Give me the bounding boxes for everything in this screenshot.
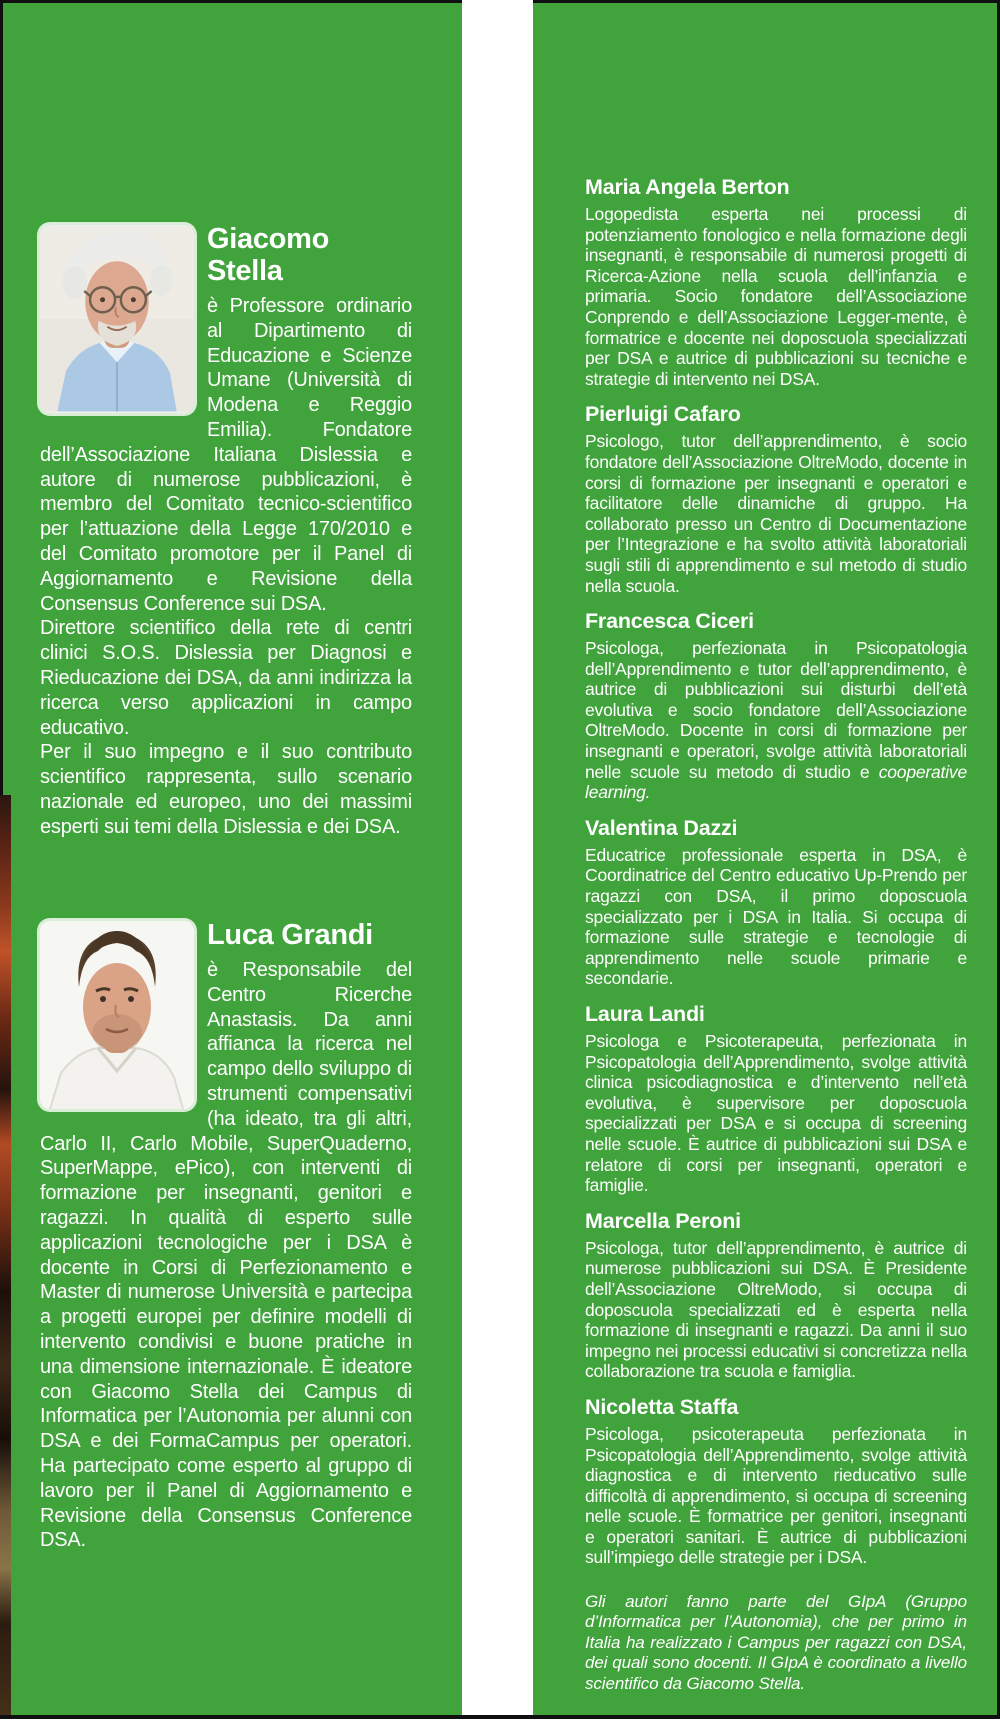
author-name: Maria Angela Berton [585,175,790,199]
right-panel-content [585,175,967,1711]
author-bio-italic-text: cooperative learning. [585,761,967,803]
author-bio-paragraph: Direttore scientifico della rete di centri clinici S.O.S. Dislessia per Diagnosi e Rieducazione dei DSA, da anni indirizza la ricerca verso applicazioni in campo educativo. [40,617,412,739]
author-bio: Psicologa, tutor dell’apprendimento, è autrice di numerose pubblicazioni sui DSA. È Presidente dell’Associazione OltreModo, si occupa di doposcuola specializzati ed è esperta nella formazione di insegnanti e ragazzi. Da anni il suo impegno nei processi educativi si concretizza nella collaborazione tra scuola e famiglia. [585,1237,967,1382]
author-name: Valentina Dazzi [585,815,738,840]
author-name: Nicoletta Staffa [585,1394,739,1419]
author-section-francesca-ciceri [585,609,967,803]
author-section-laura-landi [585,1002,967,1196]
author-section-luca-grandi [40,919,412,1553]
giacomo-stella-photo [40,225,194,413]
luca-grandi-portrait-illustration [40,921,194,1109]
author-bio-text: Psicologa, perfezionata in Psicopatologia dell’Apprendimento e tutor dell’apprendimento, è autrice di pubblicazioni sui disturbi dell’età evolutiva e socio fondatore dell’Associazione OltreModo. Docente in corsi di formazione per insegnanti e operatori, svolge attività laboratoriali nelle scuole su metodo di studio e [585,638,967,782]
left-author-panel [3,3,462,1715]
author-bio: Logopedista esperta nei processi di potenziamento fonologico e nella formazione degli insegnanti, è responsabile di numerosi progetti di Ricerca-Azione nella scuola dell’infanzia e primaria. Socio fondatore dell’Associazione Conprendo e dell’Associazione Legger-mente, è formatrice e docente nei doposcuola specializzati per DSA e autrice di pubblicazioni su tecniche e strategie di intervento nei DSA. [585,204,967,389]
author-bio-paragraph: è Responsabile del Centro Ricerche Anastasis. Da anni affianca la ricerca nel campo dello sviluppo di strumenti compensativi (ha ideato, tra gli altri, Carlo II, Carlo Mobile, SuperQuaderno, SuperMappe, ePico), con interventi di formazione per insegnanti, genitori e ragazzi. In qualità di esperto sulle applicazioni tecnologiche per i DSA è docente in Corsi di Perfezionamento e Master di numerose Università e partecipa a progetti europei per definire modelli di intervento condivisi e buone pratiche in una dimensione internazionale. È ideatore con Giacomo Stella dei Campus di Informatica per l’Autonomia per alunni con DSA e dei FormaCampus per operatori. Ha partecipato come esperto al gruppo di lavoro per il Panel di Aggiornamento e Revisione della Consensus Conference DSA. [40,959,412,1552]
author-name: Marcella Peroni [585,1208,741,1233]
author-bio: Psicologo, tutor dell’apprendimento, è socio fondatore dell’Associazione OltreModo, docente in corsi di formazione per insegnanti e operatori e facilitatore delle dinamiche di gruppo. Ha collaborato presso un Centro di Documentazione per l’Integrazione e ha svolto attività laboratoriali sugli stili di apprendimento e sul metodo di studio nella scuola. [585,431,967,596]
frame-border-left [0,0,3,795]
author-bio [585,638,967,803]
right-authors-panel [533,3,997,1715]
panel-divider [462,0,533,1715]
cover-photo-edge-strip [0,795,11,1715]
frame-border-top-right [533,0,1000,3]
author-bio: Psicologa e Psicoterapeuta, perfezionata in Psicopatologia dell’Apprendimento, svolge attività clinica psicodiagnostica e d’intervento nell’età evolutiva, è supervisore per doposcuola specializzati per DSA e si occupa di screening nelle scuole. È autrice di pubblicazioni sui DSA e relatore di corsi per insegnanti, operatori e famiglie. [585,1031,967,1196]
author-name: Francesca Ciceri [585,609,754,634]
giacomo-stella-portrait-illustration [40,225,194,413]
author-name: Luca Grandi [207,919,373,951]
author-bio-paragraph: Per il suo impegno e il suo contributo scientifico rappresenta, sullo scenario nazionale ed europeo, uno dei massimi esperti sui temi della Dislessia e dei DSA. [40,741,412,838]
gipa-footer-note: Gli autori fanno parte del GIpA (Gruppo d’Informatica per l’Autonomia), che per primo in Italia ha realizzato i Campus per ragazzi con DSA, dei quali sono docenti. Il GIpA è coordinato a livello scientifico da Giacomo Stella. [585,1592,967,1693]
author-name: Giacomo Stella [207,223,329,287]
author-bio: Psicologa, psicoterapeuta perfezionata in Psicopatologia dell’Apprendimento, svolge attività diagnostica e di intervento rieducativo sulle difficoltà di apprendimento, si occupa di screening nelle scuole. È formatrice per genitori, insegnanti e operatori sanitari. È autrice di pubblicazioni sull’impiego delle strategie per i DSA. [585,1423,967,1568]
frame-border-bottom [0,1715,1000,1719]
author-section-marcella-peroni [585,1209,967,1382]
author-section-giacomo-stella [40,223,412,840]
author-name: Pierluigi Cafaro [585,402,741,427]
author-section-valentina-dazzi [585,816,967,989]
author-name: Laura Landi [585,1002,705,1026]
author-section-pierluigi-cafaro [585,402,967,596]
luca-grandi-photo [40,921,194,1109]
frame-border-top-left [0,0,462,3]
author-section-maria-angela-berton [585,175,967,389]
author-bio-paragraph: è Professore ordinario al Dipartimento di Educazione e Scienze Umane (Università di Modena e Reggio Emilia). Fondatore dell’Associazione Italiana Dislessia e autore di numerose pubblicazioni, è membro del Comitato tecnico-scientifico per l’attuazione della Legge 170/2010 e del Comitato promotore per il Panel di Aggiornamento e Revisione della Consensus Conference sui DSA. [40,295,412,615]
author-section-nicoletta-staffa [585,1395,967,1568]
author-bio: Educatrice professionale esperta in DSA, è Coordinatrice del Centro educativo Up-Prendo per ragazzi con DSA, il primo doposcuola specializzato per i DSA in Italia. Si occupa di formazione sulle strategie e tecnologie di apprendimento nelle scuole primarie e secondarie. [585,844,967,989]
